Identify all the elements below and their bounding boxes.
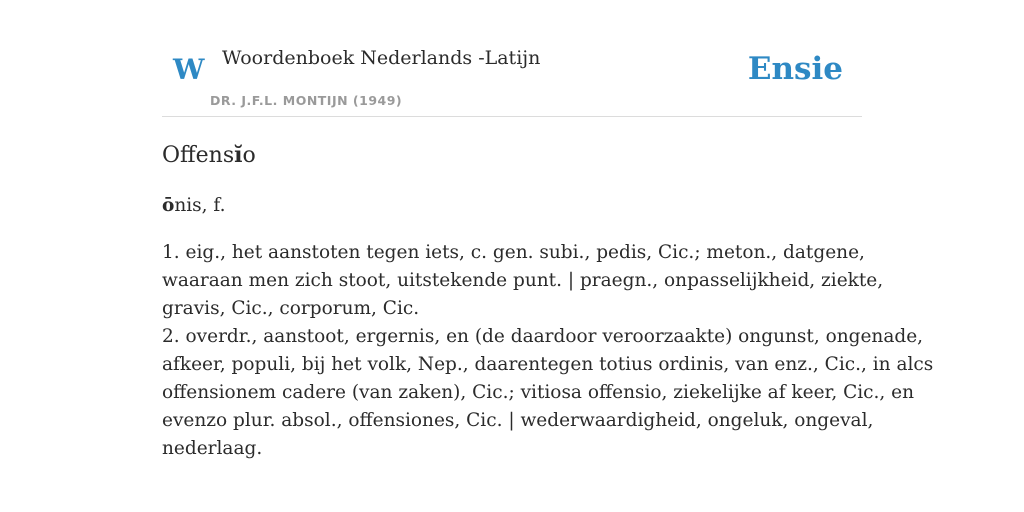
- grammar-bold: ō: [162, 195, 175, 216]
- headword-accent: ĭ: [234, 142, 243, 168]
- grammar-rest: nis, f.: [174, 195, 226, 216]
- headword-end: o: [242, 143, 256, 168]
- headword-start: Offens: [162, 143, 235, 168]
- grammar-info: [162, 192, 226, 220]
- book-title-link[interactable]: Woordenboek Nederlands -Latijn: [222, 47, 541, 69]
- definition-line: 1. eig., het aanstoten tegen iets, c. gen. subi., pedis, Cic.; meton., datgene,: [162, 242, 865, 263]
- definition-text: [162, 239, 934, 463]
- definition-line: afkeer, populi, bij het volk, Nep., daarentegen totius ordinis, van enz., Cic., in alcs: [162, 354, 934, 375]
- book-author: DR. J.F.L. MONTIJN (1949): [210, 93, 403, 108]
- entry-card: [162, 0, 934, 512]
- ensie-logo-link[interactable]: Ensie: [747, 51, 843, 87]
- definition-line: nederlaag.: [162, 438, 263, 459]
- definition-line: gravis, Cic., corporum, Cic.: [162, 298, 420, 319]
- definition-line: evenzo plur. absol., offensiones, Cic. | wederwaardigheid, ongeluk, ongeval,: [162, 410, 874, 431]
- page-title: [162, 139, 256, 172]
- book-logo-icon[interactable]: W: [173, 53, 205, 86]
- definition-line: offensionem cadere (van zaken), Cic.; vitiosa offensio, ziekelijke af keer, Cic., en: [162, 382, 915, 403]
- definition-line: waaraan men zich stoot, uitstekende punt. | praegn., onpasselijkheid, ziekte,: [162, 270, 884, 291]
- definition-line: 2. overdr., aanstoot, ergernis, en (de daardoor veroorzaakte) ongunst, ongenade,: [162, 326, 924, 347]
- entry-header: [162, 0, 862, 117]
